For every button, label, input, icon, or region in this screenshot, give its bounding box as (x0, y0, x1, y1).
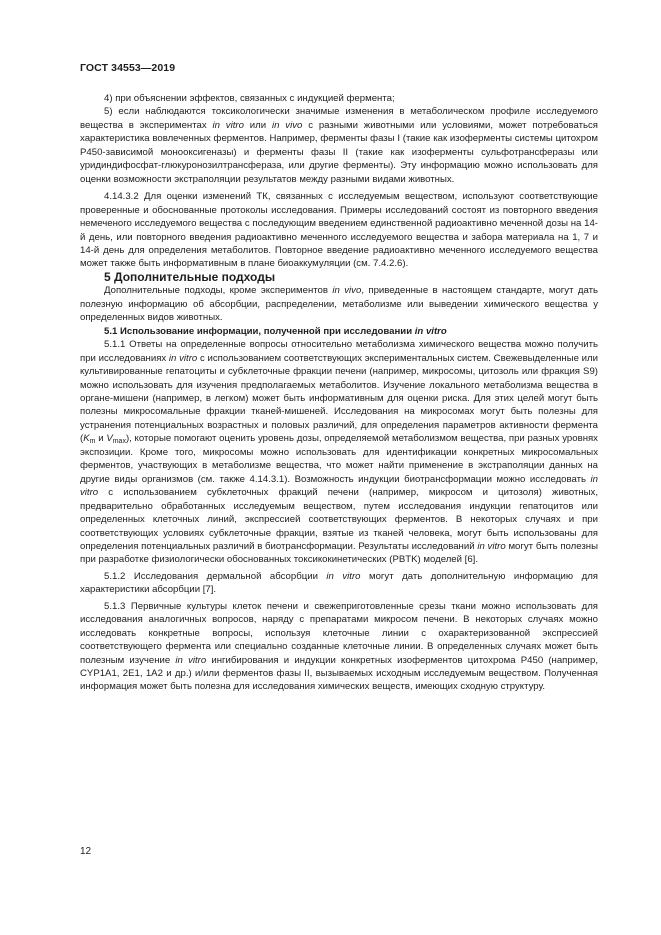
page-number: 12 (80, 846, 92, 857)
paragraph-5-1-1: 5.1.1 Ответы на определенные вопросы относительно метаболизма химического вещества можно получить при исследованиях in vitro с использованием соответствующих экспериментальных систем. Свежевыделенные или культивированные гепатоциты и субклеточные фракции печени (например, микросомы, цитозоль или фракция S9) можно использовать для изучения предполагаемых метаболитов. Изучение локального метаболизма вещества в органе-мишени (например, в легком) может быть информативным для оценки риска. Для этих целей могут быть полезны микросомальные фракции тканей-мишеней. Исследования на микросомах могут быть полезны для устранения потенциальных возрастных и половых различий, для определения параметров активности фермента ($K_m$ и $V_{max}$), которые помогают оценить уровень дозы, определяемой метаболизмом вещества, при разных уровнях экспозиции. Кроме того, микросомы можно использовать для идентификации конкретных микросомальных ферментов, участвующих в метаболизме вещества, что может найти применение в экстраполяции данных на другие виды организмов (см. также 4.14.3.1). Возможность индукции биотрансформации можно исследовать in vitro с использованием субклеточных фракций печени (например, микросом и цитозоля) животных, предварительно обработанных исследуемым веществом, путем исследования индукции гепатоцитов или определенных клеточных линий, экспрессией соответствующих ферментов. В некоторых случаях и при соответствующих условиях субклеточные фракции, взятые из тканей человека, могут быть использованы для определения потенциальных различий в биотрансформации. Результаты исследований in vitro могут быть полезны при разработке физиологически обоснованных токсикокинетических (PBTK) моделей [6]. (80, 339, 598, 566)
document-header: ГОСТ 34553—2019 (80, 62, 176, 74)
subsection-5-1-title: 5.1 Использование информации, полученной при исследовании in vitro (104, 325, 447, 337)
paragraph-4-14-3-2: 4.14.3.2 Для оценки изменений ТК, связанных с исследуемым веществом, используют соответствующие проверенные и обоснованные протоколы исследования. Примеры исследований состоят из повторного введения немеченого исследуемого вещества с последующим введением единственной радиоактивно меченной дозы на 14-й день, или повторного введения радиоактивно меченного исследуемого вещества и забора материала на 1, 7 и 14-й день для определения метаболитов. Повторное введение радиоактивно меченного исследуемого вещества может также быть информативным в плане биоаккумуляции (см. 7.4.2.6). (80, 191, 598, 270)
list-item-5: 5) если наблюдаются токсикологически значимые изменения в метаболическом профиле исследуемого вещества в экспериментах in vitro или in vivo с разными животными или условиями, может потребоваться характеристика вовлеченных ферментов. Например, ферменты фазы I (такие как изоферменты системы цитохром Р450-зависимой монооксигеназы) и ферменты фазы II (такие как изоферменты сульфотрансферазы или уридиндифосфат-глюкуронозилтрансфераза, или другие ферменты). Эту информацию можно использовать для оценки возможности экстраполяции результатов между разными видами животных. (80, 106, 598, 185)
paragraph-5-1-3: 5.1.3 Первичные культуры клеток печени и свежеприготовленные срезы ткани можно использовать для исследования аналогичных вопросов, наряду с препаратами микросом печени. В некоторых случаях можно исследовать конкретные вопросы, используя клеточные линии с охарактеризованной экспрессией соответствующего фермента или специально созданные клеточные линии. В определенных случаях может быть полезным изучение in vitro ингибирования и индукции конкретных изоферментов цитохрома Р450 (например, CYP1A1, 2E1, 1A2 и др.) и/или ферментов фазы II, вызываемых исходным исследуемым веществом. Полученная информация может быть полезна для исследования химических веществ, имеющих сходную структуру. (80, 600, 598, 693)
paragraph-5-1-2: 5.1.2 Исследования дермальной абсорбции in vitro могут дать дополнительную информацию для характеристики абсорбции [7]. (80, 570, 598, 596)
list-item-4: 4) при объяснении эффектов, связанных с индукцией фермента; (104, 93, 395, 104)
document-body (80, 92, 598, 694)
section-5-intro: Дополнительные подходы, кроме экспериментов in vivo, приведенные в настоящем стандарте, могут дать полезную информацию об абсорбции, распределении, метаболизме или выведении химического вещества у определенных видов животных. (80, 285, 598, 324)
section-5-title: 5 Дополнительные подходы (104, 269, 276, 284)
